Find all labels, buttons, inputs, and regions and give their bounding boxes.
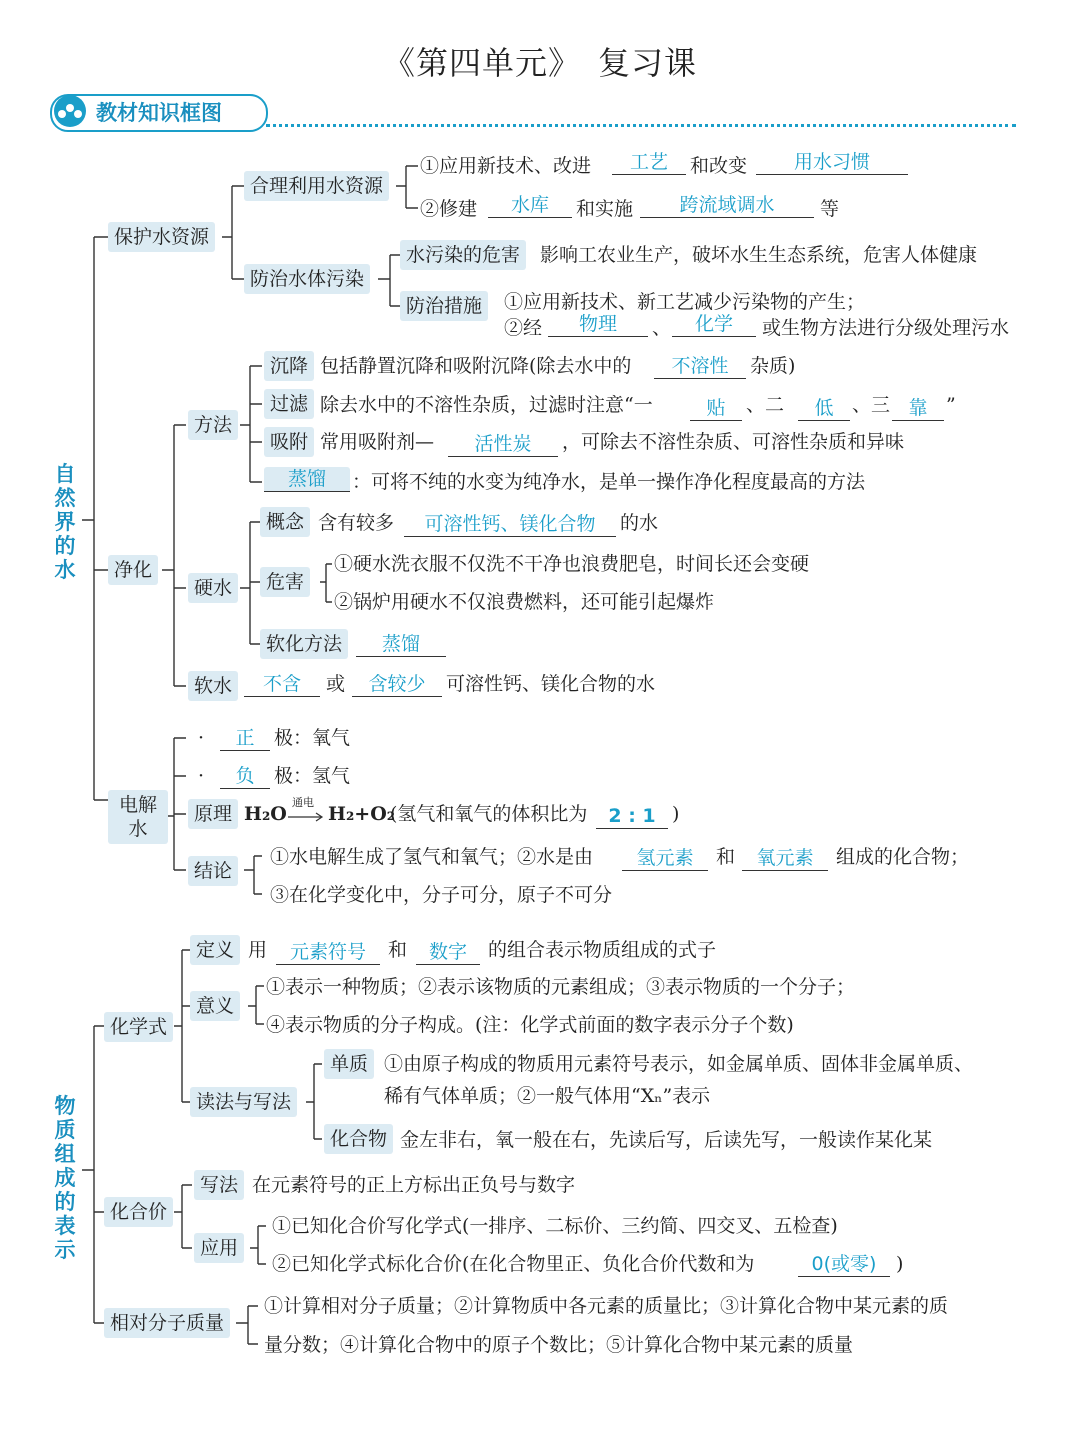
node-element-substance: 单质 xyxy=(324,1049,374,1079)
node-softening-method: 软化方法 xyxy=(260,629,348,659)
node-writing: 写法 xyxy=(194,1170,244,1200)
blank-answer: 不含 xyxy=(244,672,320,697)
text: 的组合表示物质组成的式子 xyxy=(488,939,717,961)
node-conclusion: 结论 xyxy=(188,856,238,886)
node-application: 应用 xyxy=(194,1233,244,1263)
node-valence: 化合价 xyxy=(104,1197,173,1227)
text: 或 xyxy=(326,673,346,695)
text: ②修建 xyxy=(420,198,478,220)
text: ②锅炉用硬水不仅浪费燃料，还可能引起爆炸 xyxy=(334,591,715,613)
text: 的水 xyxy=(620,512,659,534)
node-definition: 定义 xyxy=(190,935,240,965)
blank-answer: 蒸馏 xyxy=(356,632,446,657)
text: ) xyxy=(896,1253,904,1275)
text: 除去水中的不溶性杂质，过滤时注意“一 xyxy=(320,394,653,416)
node-chemical-formula: 化学式 xyxy=(104,1012,173,1042)
text: 等 xyxy=(820,198,840,220)
dotted-divider xyxy=(266,124,1016,127)
text: ) xyxy=(672,803,680,825)
equation-condition: 通电 xyxy=(292,796,314,809)
blank-answer: 可溶性钙、镁化合物 xyxy=(404,512,616,537)
text: 包括静置沉降和吸附沉降(除去水中的 xyxy=(320,355,632,377)
blank-answer: 工艺 xyxy=(612,150,686,175)
node-purify: 净化 xyxy=(108,555,158,585)
blank-answer: 数字 xyxy=(416,940,480,965)
blank-answer: 跨流域调水 xyxy=(640,193,814,218)
text: ，可除去不溶性杂质、可溶性杂质和异味 xyxy=(562,431,905,453)
text: ②经 xyxy=(504,317,543,339)
text: 稀有气体单质；②一般气体用“Xₙ”表示 xyxy=(384,1085,711,1107)
blank-answer: 化学 xyxy=(672,312,756,337)
text: 金左非右，氧一般在右，先读后写，后读先写，一般读作某化某 xyxy=(400,1129,933,1151)
text: 常用吸附剂— xyxy=(320,431,435,453)
root-natural-water: 自然界的水 xyxy=(54,462,76,582)
blank-answer: 氧元素 xyxy=(742,846,828,871)
node-relative-molecular-mass: 相对分子质量 xyxy=(104,1308,230,1338)
text: 、三 xyxy=(852,394,891,416)
text: ①硬水洗衣服不仅洗不干净也浪费肥皂，时间长还会变硬 xyxy=(334,553,810,575)
text: 组成的化合物； xyxy=(836,846,970,868)
node-protect-water: 保护水资源 xyxy=(108,222,215,252)
text: 可溶性钙、镁化合物的水 xyxy=(446,673,656,695)
text: ①应用新技术、改进 xyxy=(420,155,592,177)
text: 含有较多 xyxy=(318,512,395,534)
node-adsorption: 吸附 xyxy=(264,427,314,457)
section-badge-label: 教材知识框图 xyxy=(96,101,222,125)
text: 和实施 xyxy=(576,198,634,220)
bullet: · xyxy=(198,765,205,787)
text: ④表示物质的分子构成。(注：化学式前面的数字表示分子个数) xyxy=(266,1014,794,1036)
node-concept: 概念 xyxy=(260,507,310,537)
node-sedimentation: 沉降 xyxy=(264,351,314,381)
node-compound: 化合物 xyxy=(324,1124,393,1154)
node-meaning: 意义 xyxy=(190,991,240,1021)
blank-answer: 靠 xyxy=(892,396,944,421)
blank-answer: 贴 xyxy=(690,396,742,421)
page-title: 《第四单元》 复习课 xyxy=(382,44,697,82)
text: ①由原子构成的物质用元素符号表示，如金属单质、固体非金属单质、 xyxy=(384,1053,974,1075)
blank-answer: 物理 xyxy=(548,312,648,337)
text: ①表示一种物质；②表示该物质的元素组成；③表示物质的一个分子； xyxy=(266,976,856,998)
blank-answer: 含较少 xyxy=(352,672,442,697)
node-prevent-pollution: 防治水体污染 xyxy=(244,264,370,294)
blank-answer: 正 xyxy=(220,726,270,751)
text: 影响工农业生产，破坏水生生态系统，危害人体健康 xyxy=(540,244,978,266)
text: ①水电解生成了氢气和氧气；②水是由 xyxy=(270,846,594,868)
text: 极：氢气 xyxy=(274,765,351,787)
node-pollution-harm: 水污染的危害 xyxy=(400,240,526,270)
blank-answer: 活性炭 xyxy=(448,432,558,457)
text: 用 xyxy=(248,939,268,961)
text: 或生物方法进行分级处理污水 xyxy=(762,317,1010,339)
node-principle: 原理 xyxy=(188,799,238,829)
blank-answer: 不溶性 xyxy=(654,354,746,379)
text: ①应用新技术、新工艺减少污染物的产生； xyxy=(504,291,866,313)
text: 和 xyxy=(716,846,736,868)
text: ” xyxy=(946,394,956,416)
text: (氢气和氧气的体积比为 xyxy=(390,803,588,825)
text: ①计算相对分子质量；②计算物质中各元素的质量比；③计算化合物中某元素的质 xyxy=(264,1295,949,1317)
text: 和改变 xyxy=(690,155,748,177)
blank-answer: 0(或零) xyxy=(798,1252,890,1277)
text: 杂质) xyxy=(750,355,796,377)
text: ③在化学变化中，分子可分，原子不可分 xyxy=(270,884,613,906)
text: ：可将不纯的水变为纯净水，是单一操作净化程度最高的方法 xyxy=(352,471,866,493)
text: 量分数；④计算化合物中的原子个数比；⑤计算化合物中某元素的质量 xyxy=(264,1334,854,1356)
node-filtration: 过滤 xyxy=(264,389,314,419)
blank-answer: 蒸馏 xyxy=(264,467,350,492)
root-substance-composition: 物质组成的表示 xyxy=(54,1094,76,1262)
blank-answer: 低 xyxy=(798,396,850,421)
equation-reactant: H₂O xyxy=(244,803,287,825)
blank-answer: 元素符号 xyxy=(276,940,380,965)
blank-answer: 水库 xyxy=(488,193,572,218)
text: 极：氧气 xyxy=(274,727,351,749)
node-prevent-measures: 防治措施 xyxy=(400,291,488,321)
text: 、二 xyxy=(746,394,785,416)
text: 、 xyxy=(652,317,672,339)
blank-answer: 氢元素 xyxy=(622,846,708,871)
node-hazard: 危害 xyxy=(260,567,310,597)
node-hard-water: 硬水 xyxy=(188,573,238,603)
blank-answer: 用水习惯 xyxy=(756,150,908,175)
text: 在元素符号的正上方标出正负号与数字 xyxy=(252,1174,576,1196)
text: ②已知化学式标化合价(在化合物里正、负化合价代数和为 xyxy=(272,1253,755,1275)
node-soft-water: 软水 xyxy=(188,671,238,701)
node-read-write: 读法与写法 xyxy=(190,1087,297,1117)
node-method: 方法 xyxy=(188,410,238,440)
blank-answer: 2 : 1 xyxy=(596,804,668,829)
node-electrolysis: 电解水 xyxy=(108,790,168,844)
text: ①已知化合价写化学式(一排序、二标价、三约简、四交叉、五检查) xyxy=(272,1215,838,1237)
text: 和 xyxy=(388,939,408,961)
equation-products: H₂+O₂ xyxy=(328,803,396,825)
node-use-water: 合理利用水资源 xyxy=(244,171,389,201)
bullet: · xyxy=(198,727,205,749)
blank-answer: 负 xyxy=(220,764,270,789)
